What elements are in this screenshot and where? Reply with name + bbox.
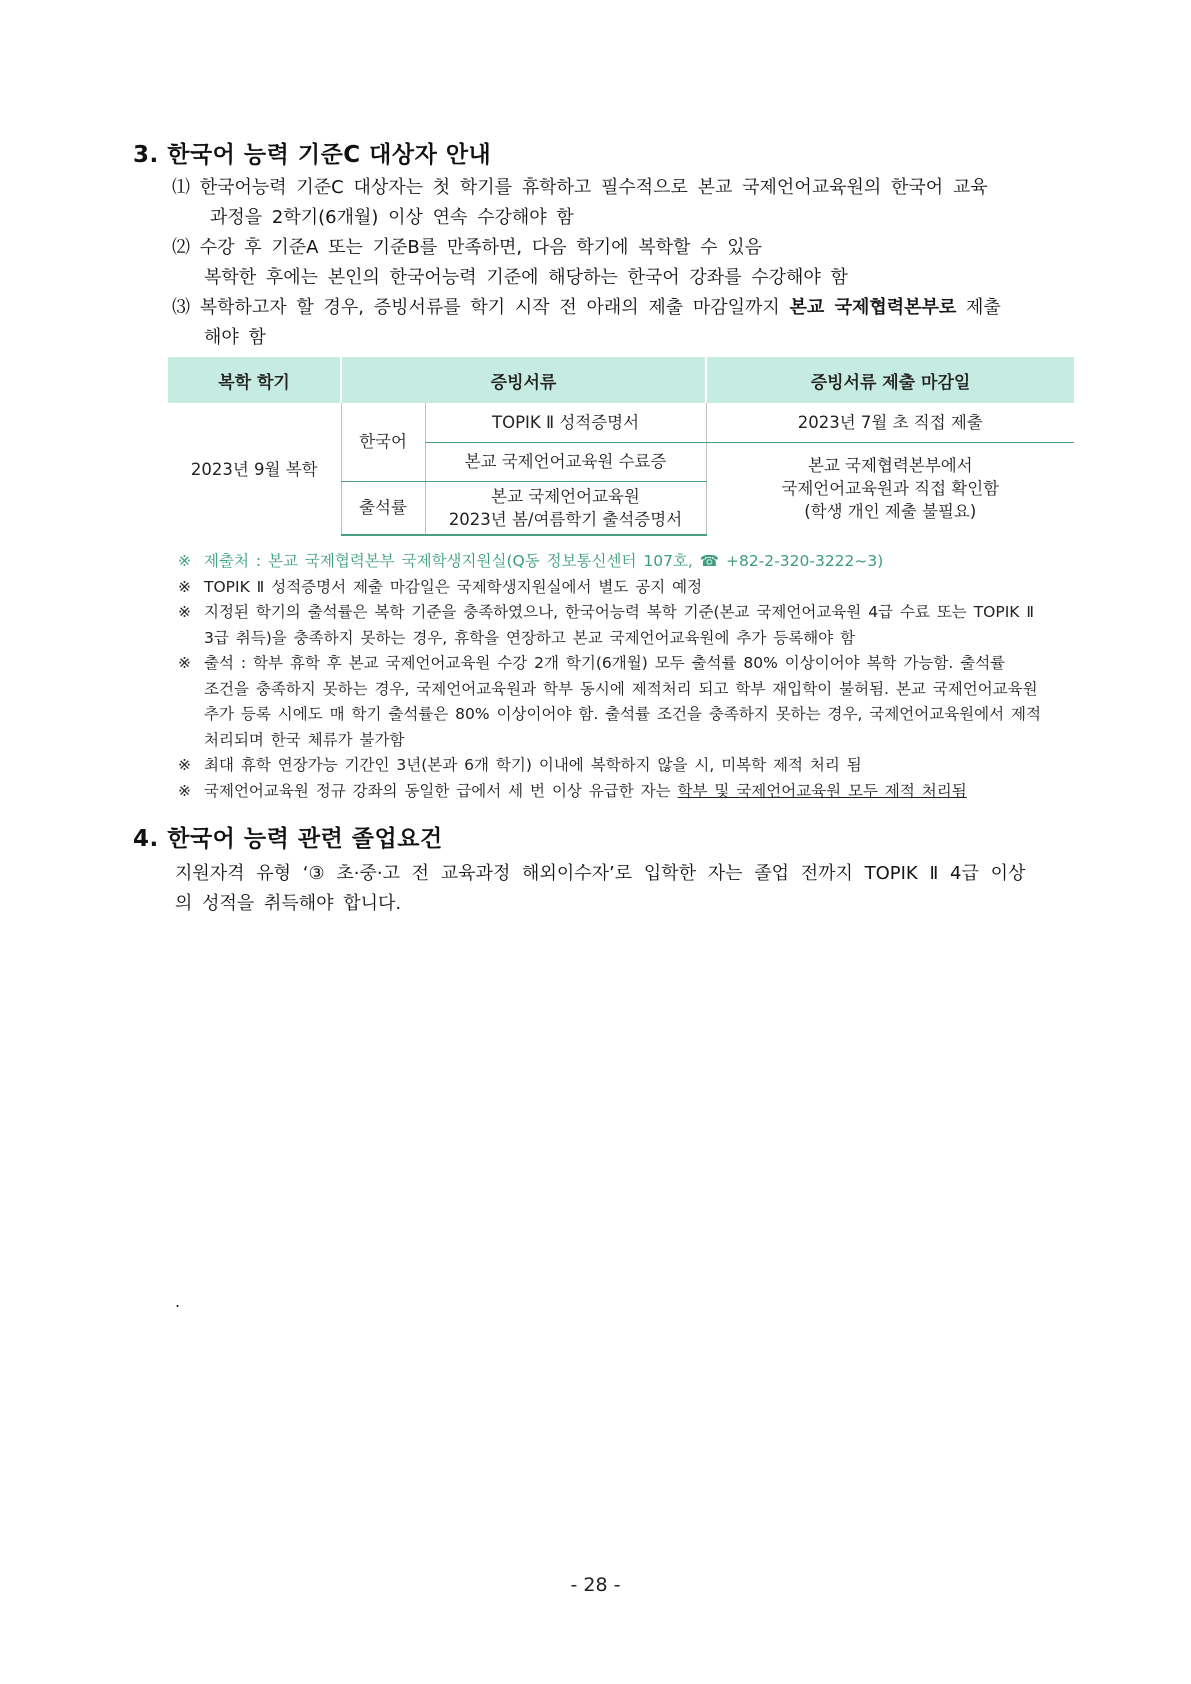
deadline-confirm-cell	[706, 442, 1074, 535]
note-text: TOPIK Ⅱ 성적증명서 제출 마감일은 국제학생지원실에서 별도 공지 예정	[204, 577, 703, 596]
item-2-line-1	[172, 233, 762, 263]
item-2-number: ⑵	[172, 237, 190, 258]
note-topik-deadline	[178, 575, 1078, 601]
doc-attendance-line-2: 2023년 봄/여름학기 출석증명서	[448, 509, 683, 529]
item-3-text-bold: 본교 국제협력본부로	[789, 297, 957, 318]
deadline-confirm-line-3: (학생 개인 제출 불필요)	[804, 502, 977, 522]
semester-cell: 2023년 9월 복학	[190, 459, 318, 479]
note-mark: ※	[178, 756, 191, 774]
note-mark: ※	[178, 781, 191, 800]
note-text-line: 조건을 충족하지 못하는 경우, 국제언어교육원과 학부 동시에 제적처리 되고 학부 재입학이 불허됨. 본교 국제언어교육원	[204, 679, 1038, 698]
deadline-confirm-line-2: 국제언어교육원과 직접 확인함	[781, 479, 1000, 499]
note-mark: ※	[178, 577, 191, 596]
header-semester: 복학 학기	[168, 357, 341, 403]
section-4-line-1: 지원자격 유형 ‘③ 초·중·고 전 교육과정 해외이수자’로 입학한 자는 졸업 전까지 TOPIK Ⅱ 4급 이상	[175, 863, 1026, 884]
note-mark: ※	[178, 654, 191, 672]
reinstatement-documents-table	[168, 357, 1074, 536]
item-3-text-pre: 복학하고자 할 경우, 증빙서류를 학기 시작 전 아래의 제출 마감일까지	[199, 297, 790, 318]
note-submission-office	[178, 549, 1078, 575]
note-text-underlined: 학부 및 국제언어교육원 모두 제적 처리됨	[677, 781, 967, 800]
item-2-line-2: 복학한 후에는 본인의 한국어능력 기준에 해당하는 한국어 강좌를 수강해야 함	[204, 267, 848, 288]
notes-list	[178, 549, 1078, 804]
item-1-line-1	[172, 173, 988, 203]
note-max-leave	[178, 753, 1078, 779]
item-1-number: ⑴	[172, 177, 190, 198]
doc-topik-cell: TOPIK Ⅱ 성적증명서	[425, 403, 706, 442]
page-number: - 28 -	[570, 1574, 621, 1596]
note-text-line: 출석 : 학부 휴학 후 본교 국제언어교육원 수강 2개 학기(6개월) 모두 출석률 80% 이상이어야 복학 가능함. 출석률	[204, 654, 1006, 672]
doc-completion-cell: 본교 국제언어교육원 수료증	[425, 442, 706, 481]
doc-attendance-cell	[425, 481, 706, 535]
note-text: 제출처 : 본교 국제협력본부 국제학생지원실(Q동 정보통신센터 107호, ☎ +82-2-320-3222~3)	[204, 552, 884, 570]
header-documents: 증빙서류	[341, 357, 706, 403]
note-text-line: 지정된 학기의 출석률은 복학 기준을 충족하였으나, 한국어능력 복학 기준(본교 국제언어교육원 4급 수료 또는 TOPIK Ⅱ	[204, 603, 1035, 621]
note-mark: ※	[178, 603, 191, 621]
note-mark: ※	[178, 552, 191, 570]
note-text-line: 추가 등록 시에도 매 학기 출석률은 80% 이상이어야 함. 출석률 조건을 충족하지 못하는 경우, 국제언어교육원에서 제적	[204, 705, 1041, 723]
note-text-line: 처리되며 한국 체류가 불가함	[204, 730, 405, 749]
note-repeat-failure	[178, 779, 1078, 805]
note-text: 국제언어교육원 정규 강좌의 동일한 급에서 세 번 이상 유급한 자는	[204, 781, 678, 800]
item-1-line-2: 과정을 2학기(6개월) 이상 연속 수강해야 함	[210, 207, 574, 228]
item-3-line-1	[172, 293, 1001, 323]
item-2-text: 수강 후 기준A 또는 기준B를 만족하면, 다음 학기에 복학할 수 있음	[199, 237, 763, 258]
item-1-text: 한국어능력 기준C 대상자는 첫 학기를 휴학하고 필수적으로 본교 국제언어교육원의 한국어 교육	[199, 177, 988, 198]
section-4-line-2: 의 성적을 취득해야 합니다.	[175, 893, 402, 914]
item-3-text-post: 제출	[956, 297, 1001, 318]
note-text-line: 3급 취득)을 충족하지 못하는 경우, 휴학을 연장하고 본교 국제언어교육원에 추가 등록해야 함	[204, 628, 856, 647]
item-3-number: ⑶	[172, 297, 190, 318]
section-3-title: 3. 한국어 능력 기준C 대상자 안내	[133, 142, 492, 168]
deadline-direct-cell: 2023년 7월 초 직접 제출	[706, 403, 1074, 442]
note-text: 최대 휴학 연장가능 기간인 3년(본과 6개 학기) 이내에 복학하지 않을 시, 미복학 제적 처리 됨	[204, 756, 862, 774]
note-korean-level	[178, 600, 1078, 651]
korean-label-cell: 한국어	[341, 403, 425, 481]
attendance-label-cell: 출석률	[341, 481, 425, 535]
doc-attendance-line-1: 본교 국제언어교육원	[491, 486, 640, 506]
table-row	[168, 403, 1074, 442]
stray-mark: .	[175, 1292, 181, 1311]
header-deadline: 증빙서류 제출 마감일	[706, 357, 1074, 403]
item-3-line-2: 해야 함	[204, 327, 266, 348]
deadline-confirm-line-1: 본교 국제협력본부에서	[807, 456, 973, 476]
section-4-title: 4. 한국어 능력 관련 졸업요건	[133, 826, 443, 852]
note-attendance	[178, 651, 1078, 753]
table-header-row	[168, 357, 1074, 403]
